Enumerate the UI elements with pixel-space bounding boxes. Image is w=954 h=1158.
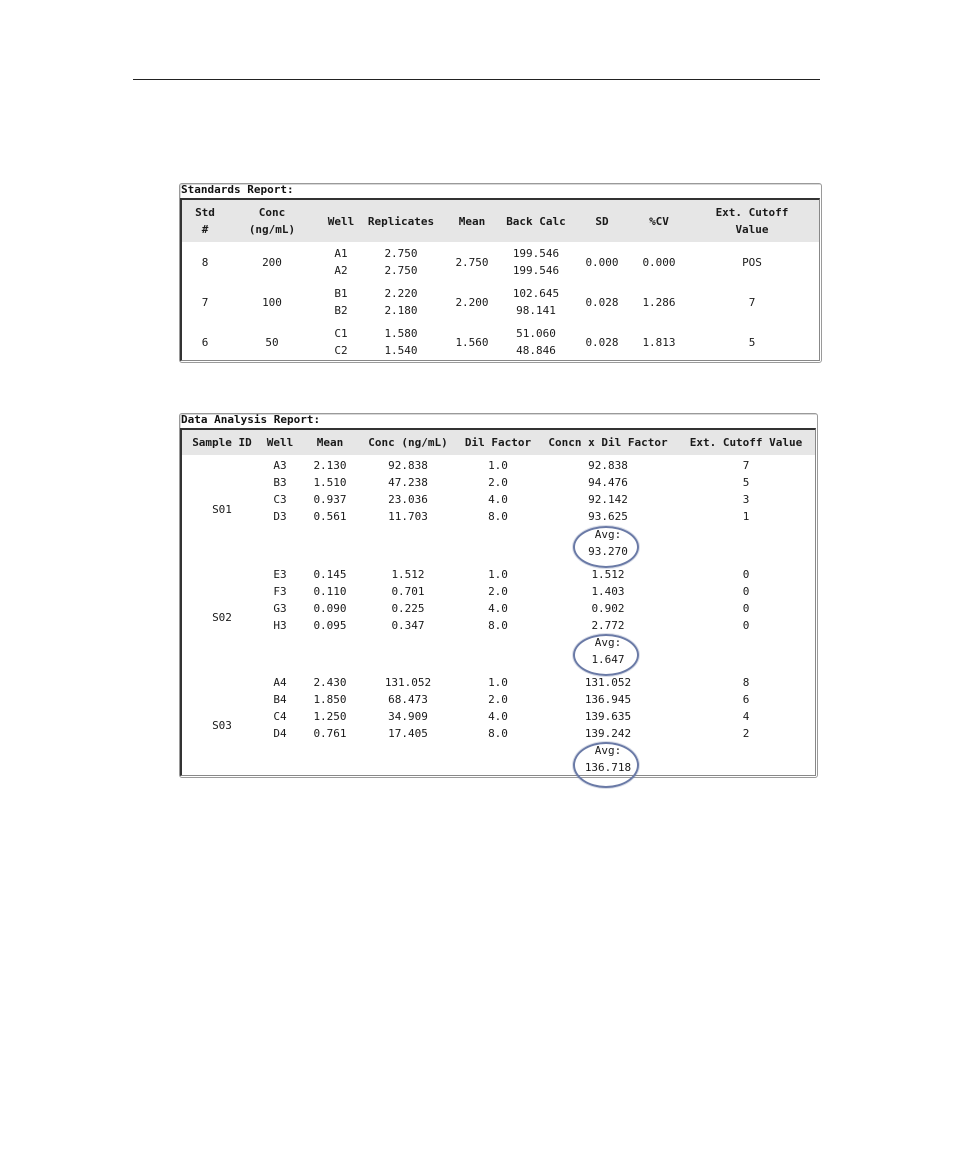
row-well: B4 [273, 693, 287, 706]
std-sd: 0.028 [585, 336, 619, 349]
col-cutoff-header: Ext. Cutoff Value [689, 436, 803, 449]
col-cutoff-header-line1: Ext. Cutoff [715, 206, 789, 219]
std-replicate: 2.750 [384, 264, 418, 277]
std-backcalc: 199.546 [512, 247, 560, 260]
row-dil: 1.0 [488, 676, 508, 689]
row-dil: 4.0 [488, 710, 508, 723]
std-backcalc: 102.645 [512, 287, 560, 300]
row-well: B3 [273, 476, 287, 489]
avg-label: Avg: [594, 636, 622, 649]
row-concn-dil: 1.512 [591, 568, 625, 581]
row-conc: 131.052 [384, 676, 432, 689]
row-dil: 8.0 [488, 727, 508, 740]
avg-label: Avg: [594, 528, 622, 541]
std-replicate: 1.580 [384, 327, 418, 340]
sample-id: S02 [212, 611, 232, 624]
row-cutoff: 3 [742, 493, 750, 506]
row-dil: 1.0 [488, 568, 508, 581]
data-analysis-header-row [182, 430, 815, 455]
row-well: E3 [273, 568, 287, 581]
row-mean: 1.850 [313, 693, 347, 706]
standards-report-table [180, 198, 820, 361]
row-conc: 34.909 [388, 710, 428, 723]
std-replicate: 2.180 [384, 304, 418, 317]
row-conc: 0.701 [391, 585, 425, 598]
std-mean: 1.560 [455, 336, 489, 349]
std-cutoff: 5 [748, 336, 756, 349]
std-well: B1 [334, 287, 348, 300]
std-backcalc: 51.060 [516, 327, 556, 340]
row-dil: 4.0 [488, 493, 508, 506]
std-well: B2 [334, 304, 348, 317]
avg-highlight-circle [573, 742, 639, 788]
std-cutoff: POS [742, 256, 762, 269]
row-concn-dil: 139.635 [584, 710, 632, 723]
row-mean: 0.561 [313, 510, 347, 523]
row-cutoff: 2 [742, 727, 750, 740]
std-well: C2 [334, 344, 348, 357]
std-backcalc: 98.141 [516, 304, 556, 317]
standards-report-title: Standards Report: [181, 183, 294, 196]
row-concn-dil: 0.902 [591, 602, 625, 615]
col-mean-header: Mean [316, 436, 344, 449]
row-mean: 0.095 [313, 619, 347, 632]
standards-header-row [182, 200, 819, 242]
row-dil: 2.0 [488, 476, 508, 489]
col-replicates-header: Replicates [367, 215, 435, 228]
col-sd-header: SD [595, 215, 609, 228]
col-well-header: Well [327, 215, 355, 228]
row-well: H3 [273, 619, 287, 632]
row-cutoff: 5 [742, 476, 750, 489]
col-std-header-line2: # [201, 223, 209, 236]
row-concn-dil: 2.772 [591, 619, 625, 632]
row-conc: 17.405 [388, 727, 428, 740]
row-dil: 8.0 [488, 619, 508, 632]
col-well-header: Well [266, 436, 294, 449]
row-concn-dil: 139.242 [584, 727, 632, 740]
std-sd: 0.000 [585, 256, 619, 269]
row-conc: 11.703 [388, 510, 428, 523]
row-cutoff: 6 [742, 693, 750, 706]
sample-id: S03 [212, 719, 232, 732]
standards-report-panel [179, 183, 822, 363]
sample-id: S01 [212, 503, 232, 516]
row-cutoff: 0 [742, 568, 750, 581]
row-cutoff: 0 [742, 585, 750, 598]
std-mean: 2.200 [455, 296, 489, 309]
row-conc: 92.838 [388, 459, 428, 472]
row-conc: 47.238 [388, 476, 428, 489]
std-well: A2 [334, 264, 348, 277]
row-well: A4 [273, 676, 287, 689]
row-well: A3 [273, 459, 287, 472]
row-concn-dil: 1.403 [591, 585, 625, 598]
row-concn-dil: 94.476 [588, 476, 628, 489]
row-well: F3 [273, 585, 287, 598]
row-concn-dil: 136.945 [584, 693, 632, 706]
row-well: D4 [273, 727, 287, 740]
std-conc: 100 [262, 296, 282, 309]
col-std-header-line1: Std [195, 206, 215, 219]
std-cv: 1.813 [642, 336, 676, 349]
row-concn-dil: 92.838 [588, 459, 628, 472]
row-concn-dil: 93.625 [588, 510, 628, 523]
row-mean: 1.510 [313, 476, 347, 489]
row-conc: 68.473 [388, 693, 428, 706]
row-cutoff: 0 [742, 619, 750, 632]
row-mean: 0.761 [313, 727, 347, 740]
std-cv: 0.000 [642, 256, 676, 269]
row-conc: 23.036 [388, 493, 428, 506]
row-concn-dil: 131.052 [584, 676, 632, 689]
page-top-rule [133, 79, 820, 80]
std-mean: 2.750 [455, 256, 489, 269]
col-mean-header: Mean [458, 215, 486, 228]
row-dil: 4.0 [488, 602, 508, 615]
row-mean: 2.130 [313, 459, 347, 472]
col-conc-header-line2: (ng/mL) [248, 223, 296, 236]
std-replicate: 2.220 [384, 287, 418, 300]
data-analysis-table [180, 428, 816, 776]
col-backcalc-header: Back Calc [506, 215, 566, 228]
row-concn-dil: 92.142 [588, 493, 628, 506]
std-backcalc: 199.546 [512, 264, 560, 277]
std-cutoff: 7 [748, 296, 756, 309]
row-well: G3 [273, 602, 287, 615]
std-number: 8 [201, 256, 209, 269]
row-cutoff: 8 [742, 676, 750, 689]
std-sd: 0.028 [585, 296, 619, 309]
row-conc: 0.225 [391, 602, 425, 615]
row-mean: 0.145 [313, 568, 347, 581]
row-dil: 2.0 [488, 693, 508, 706]
std-number: 7 [201, 296, 209, 309]
row-mean: 0.110 [313, 585, 347, 598]
data-analysis-report-panel [179, 413, 819, 791]
data-analysis-report-title: Data Analysis Report: [181, 413, 321, 426]
row-cutoff: 1 [742, 510, 750, 523]
avg-highlight-circle [573, 526, 639, 568]
avg-value: 1.647 [591, 653, 625, 666]
row-dil: 1.0 [488, 459, 508, 472]
avg-value: 93.270 [588, 545, 628, 558]
col-conc-header: Conc (ng/mL) [368, 436, 448, 449]
row-cutoff: 7 [742, 459, 750, 472]
row-mean: 2.430 [313, 676, 347, 689]
row-cutoff: 4 [742, 710, 750, 723]
col-conc-header-line1: Conc [258, 206, 286, 219]
row-mean: 1.250 [313, 710, 347, 723]
row-mean: 0.090 [313, 602, 347, 615]
row-conc: 1.512 [391, 568, 425, 581]
std-backcalc: 48.846 [516, 344, 556, 357]
row-cutoff: 0 [742, 602, 750, 615]
std-conc: 200 [262, 256, 282, 269]
row-well: D3 [273, 510, 287, 523]
col-cutoff-header-line2: Value [735, 223, 769, 236]
avg-highlight-circle [573, 634, 639, 676]
std-number: 6 [201, 336, 209, 349]
col-sample-id-header: Sample ID [192, 436, 252, 449]
avg-label: Avg: [594, 744, 622, 757]
std-replicate: 2.750 [384, 247, 418, 260]
row-well: C3 [273, 493, 287, 506]
col-cv-header: %CV [649, 215, 669, 228]
avg-value: 136.718 [584, 761, 632, 774]
row-dil: 8.0 [488, 510, 508, 523]
row-well: C4 [273, 710, 287, 723]
std-replicate: 1.540 [384, 344, 418, 357]
row-dil: 2.0 [488, 585, 508, 598]
std-well: A1 [334, 247, 348, 260]
row-conc: 0.347 [391, 619, 425, 632]
std-well: C1 [334, 327, 348, 340]
col-concn-dil-header: Concn x Dil Factor [548, 436, 668, 449]
std-cv: 1.286 [642, 296, 676, 309]
std-conc: 50 [265, 336, 279, 349]
row-mean: 0.937 [313, 493, 347, 506]
col-dil-factor-header: Dil Factor [464, 436, 532, 449]
